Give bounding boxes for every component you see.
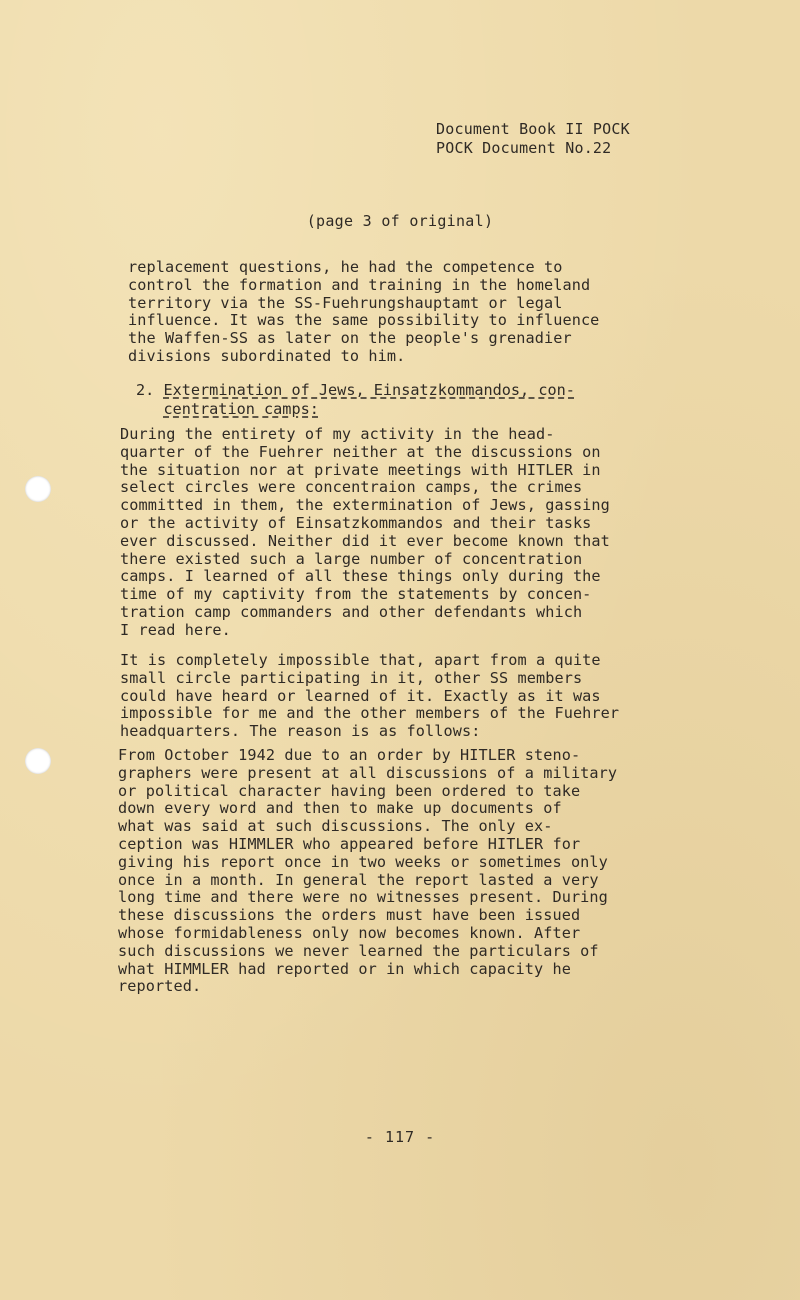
text-line: or political character having been ordered to take [118,781,581,800]
section-number: 2. [136,381,155,399]
page-number: - 117 - [364,1128,436,1146]
punch-hole [25,476,51,502]
text-line: could have heard or learned of it. Exactly as it was [120,686,601,705]
text-line: the situation nor at private meetings with HITLER in [120,460,601,479]
paragraph-1 [128,259,599,366]
text-line: whose formidableness only now becomes known. After [118,923,581,942]
text-line: divisions subordinated to him. [128,346,406,365]
text-line: ception was HIMMLER who appeared before HITLER for [118,834,581,853]
text-line: quarter of the Fuehrer neither at the discussions on [120,442,601,461]
header-line-2: POCK Document No.22 [436,139,612,157]
text-line: territory via the SS-Fuehrungshauptamt or legal [128,293,563,312]
text-line: what HIMMLER had reported or in which capacity he [118,959,571,978]
text-line: From October 1942 due to an order by HITLER steno- [118,746,581,764]
text-line: During the entirety of my activity in the head- [120,425,555,443]
text-line: replacement questions, he had the competence to [128,258,563,276]
text-line: influence. It was the same possibility to influence [128,311,600,330]
page-reference: (page 3 of original) [306,212,494,230]
punch-hole [25,748,51,774]
section-title-line-2: centration camps: [163,400,319,418]
text-line: there existed such a large number of concentration [120,549,583,568]
text-line: impossible for me and the other members of the Fuehrer [120,704,620,723]
text-line: reported. [118,977,202,996]
text-line: committed in them, the extermination of Jews, gassing [120,496,610,515]
text-line: headquarters. The reason is as follows: [120,722,481,741]
paragraph-2 [120,426,610,640]
section-title-line-1: Extermination of Jews, Einsatzkommandos, con- [163,381,575,399]
header-line-1: Document Book II POCK [436,120,630,138]
text-line: ever discussed. Neither did it ever become known that [120,531,610,550]
text-line: tration camp commanders and other defendants which [120,602,583,621]
text-line: I read here. [120,620,231,639]
text-line: camps. I learned of all these things only during the [120,567,601,586]
text-line: these discussions the orders must have been issued [118,906,581,925]
text-line: such discussions we never learned the particulars of [118,941,599,960]
text-line: long time and there were no witnesses present. During [118,888,608,907]
document-header [436,120,630,158]
text-line: down every word and then to make up documents of [118,799,562,818]
text-line: small circle participating in it, other SS members [120,668,583,687]
text-line: the Waffen-SS as later on the people's grenadier [128,329,572,348]
text-line: time of my captivity from the statements by concen- [120,585,592,604]
text-line: It is completely impossible that, apart from a quite [120,651,601,669]
text-line: graphers were present at all discussions of a military [118,763,618,782]
paragraph-3 [120,652,619,741]
paragraph-4 [118,747,617,996]
text-line: or the activity of Einsatzkommandos and their tasks [120,513,592,532]
text-line: select circles were concentraion camps, the crimes [120,478,583,497]
text-line: once in a month. In general the report lasted a very [118,870,599,889]
text-line: control the formation and training in the homeland [128,275,591,294]
text-line: giving his report once in two weeks or sometimes only [118,852,608,871]
text-line: what was said at such discussions. The only ex- [118,817,553,836]
section-heading [136,381,575,419]
